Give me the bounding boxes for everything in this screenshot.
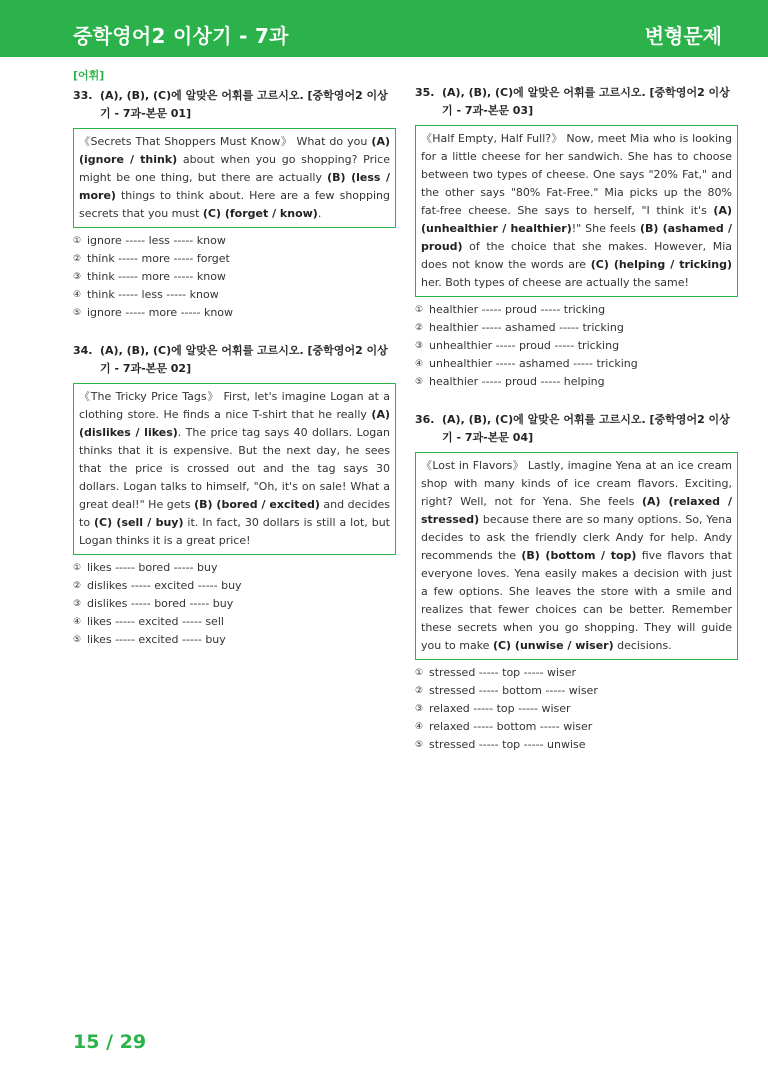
answer-option[interactable] [73,268,396,286]
option-marker: ④ [415,359,424,369]
option-marker: ⑤ [73,308,82,318]
option-text: think ----- more ----- forget [87,252,230,265]
page-number [73,1031,146,1053]
passage-text: 《Lost in Flavors》 Lastly, imagine Yena at an ice cream shop with many kinds of ice cream flavors. Exciting, right? Well, not for Yena. She feels [421,459,732,508]
option-text: stressed ----- bottom ----- wiser [429,684,598,697]
option-marker: ④ [415,722,424,732]
page-header [0,0,768,57]
answer-option[interactable] [73,613,396,631]
question-header [415,84,738,120]
answer-option[interactable] [415,736,738,754]
question-title: (A), (B), (C)에 알맞은 어휘를 고르시오. [중학영어2 이상기 - 7과-본문 02] [100,344,388,375]
question-title: (A), (B), (C)에 알맞은 어휘를 고르시오. [중학영어2 이상기 - 7과-본문 04] [442,413,730,444]
answer-option[interactable] [415,319,738,337]
choice-blank: (A) (unhealthier / healthier) [421,204,732,235]
choice-blank: (A) (relaxed / stressed) [421,495,733,526]
answer-option[interactable] [73,232,396,250]
passage-text: !" She feels [571,222,640,235]
option-marker: ② [415,323,424,333]
option-marker: ① [73,236,82,246]
option-marker: ③ [415,704,424,714]
answer-options [73,559,396,649]
choice-blank: (B) (bored / excited) [194,498,320,511]
answer-option[interactable] [73,559,396,577]
choice-blank: (C) (unwise / wiser) [492,639,614,652]
answer-option[interactable] [73,250,396,268]
question-header [73,342,396,378]
passage-text: of the choice that she makes. However, Mia does not know the words are [421,240,732,271]
option-text: ignore ----- less ----- know [87,234,226,247]
passage-text: 《The Tricky Price Tags》 First, let's imagine Logan at a clothing store. He finds a nice T-shirt that he really [79,390,390,421]
section-label: [어휘] [73,69,105,82]
passage-text: . [317,207,322,220]
passage-box [73,128,396,228]
option-text: healthier ----- proud ----- helping [429,375,605,388]
page-total: 29 [119,1031,147,1053]
option-marker: ⑤ [415,377,424,387]
answer-option[interactable] [73,631,396,649]
option-marker: ③ [73,599,82,609]
question-title: (A), (B), (C)에 알맞은 어휘를 고르시오. [중학영어2 이상기 - 7과-본문 03] [442,86,730,117]
right-column [415,67,738,754]
option-text: think ----- less ----- know [87,288,219,301]
choice-blank: (B) (less / more) [79,171,390,202]
answer-option[interactable] [73,304,396,322]
option-text: relaxed ----- top ----- wiser [429,702,571,715]
answer-options [73,232,396,322]
answer-option[interactable] [415,373,738,391]
document-type: 변형문제 [644,24,722,48]
question-number: 34. [73,344,93,357]
passage-box [73,383,396,555]
passage-text: 《Half Empty, Half Full?》 Now, meet Mia who is looking for a little cheese for her sandwich. She has to choose between two types of cheese. One says "20% Fat," and the other says "80% Fat-Free." Mia picks up the 80% fat-free cheese. She says to herself, "I think it's [421,132,732,217]
question-number: 36. [415,413,435,426]
question-35 [415,84,738,391]
option-marker: ② [415,686,424,696]
answer-option[interactable] [415,664,738,682]
answer-option[interactable] [73,286,396,304]
option-text: dislikes ----- bored ----- buy [87,597,234,610]
choice-blank: (A) (dislikes / likes) [79,408,390,439]
question-36 [415,411,738,754]
question-number: 35. [415,86,435,99]
choice-blank: (B) (ashamed / proud) [421,222,732,253]
option-marker: ② [73,254,82,264]
option-marker: ② [73,581,82,591]
answer-option[interactable] [415,700,738,718]
question-title: (A), (B), (C)에 알맞은 어휘를 고르시오. [중학영어2 이상기 - 7과-본문 01] [100,89,388,120]
option-text: stressed ----- top ----- unwise [429,738,586,751]
choice-blank: (B) (bottom / top) [521,549,637,562]
passage-text: . The price tag says 40 dollars. Logan thinks that it is expensive. But the next day, he sees that the price is crossed out and the tag says 30 dollars. Logan talks to himself, "Oh, it's on sale! What a great deal!" He gets [79,426,391,511]
passage-text: things to think about. Here are a few shopping secrets that you must [79,189,390,220]
question-header [415,411,738,447]
option-marker: ③ [415,341,424,351]
option-marker: ⑤ [415,740,424,750]
option-text: unhealthier ----- ashamed ----- tricking [429,357,638,370]
option-text: healthier ----- proud ----- tricking [429,303,606,316]
passage-text: and decides to [79,498,390,529]
passage-text: about when you go shopping? Price might be one thing, but there are actually [79,153,390,184]
answer-option[interactable] [415,301,738,319]
option-text: healthier ----- ashamed ----- tricking [429,321,624,334]
page-separator: / [106,1031,114,1053]
passage-text: five flavors that everyone loves. Yena easily makes a decision with just a few options. She leaves the store with a smile and realizes that fewer choices can be better. Remember these secrets when you go shopping. They will guide you to make [421,549,732,652]
answer-option[interactable] [73,577,396,595]
option-text: stressed ----- top ----- wiser [429,666,577,679]
answer-option[interactable] [415,337,738,355]
page-current: 15 [73,1031,100,1053]
option-marker: ④ [73,617,82,627]
option-text: dislikes ----- excited ----- buy [87,579,242,592]
option-text: ignore ----- more ----- know [87,306,234,319]
left-column [73,67,396,649]
passage-text: because there are so many options. So, Yena decides to ask the friendly clerk Andy for help. Andy recommends the [421,513,732,562]
answer-option[interactable] [415,718,738,736]
answer-options [415,664,738,754]
option-text: likes ----- excited ----- buy [87,633,226,646]
option-marker: ① [415,668,424,678]
question-header [73,87,396,123]
document-title: 중학영어2 이상기 - 7과 [73,24,289,48]
choice-blank: (C) (helping / tricking) [590,258,732,271]
passage-text: decisions. [613,639,672,652]
choice-blank: (C) (forget / know) [202,207,318,220]
passage-box [415,125,738,297]
answer-option[interactable] [415,355,738,373]
option-marker: ① [73,563,82,573]
choice-blank: (C) (sell / buy) [94,516,184,529]
passage-box [415,452,738,660]
passage-text: her. Both types of cheese are actually the same! [421,276,689,289]
answer-option[interactable] [415,682,738,700]
question-33 [73,87,396,322]
question-34 [73,342,396,649]
answer-option[interactable] [73,595,396,613]
option-marker: ⑤ [73,635,82,645]
passage-text: it. In fact, 30 dollars is still a lot, but Logan thinks it is a great price! [79,516,390,547]
question-number: 33. [73,89,93,102]
option-text: likes ----- excited ----- sell [87,615,224,628]
option-text: unhealthier ----- proud ----- tricking [429,339,620,352]
option-marker: ① [415,305,424,315]
option-text: likes ----- bored ----- buy [87,561,218,574]
option-text: relaxed ----- bottom ----- wiser [429,720,593,733]
option-text: think ----- more ----- know [87,270,226,283]
choice-blank: (A) (ignore / think) [79,135,390,166]
passage-text: 《Secrets That Shoppers Must Know》 What do you [79,135,372,148]
option-marker: ④ [73,290,82,300]
answer-options [415,301,738,391]
option-marker: ③ [73,272,82,282]
